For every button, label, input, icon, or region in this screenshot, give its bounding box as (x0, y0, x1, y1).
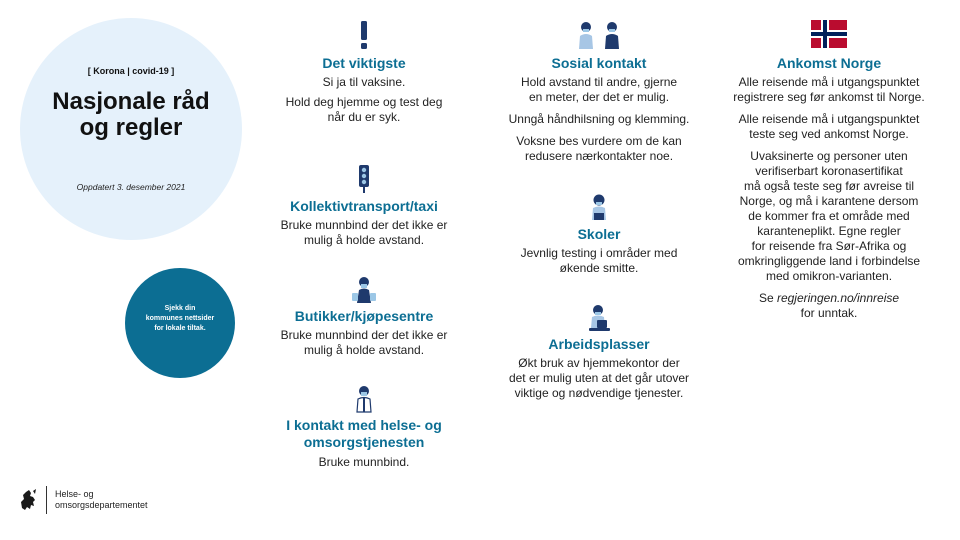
exclamation-icon (359, 20, 369, 50)
text-line: med omikron-varianten. (765, 269, 893, 283)
two-people-icon (574, 20, 624, 50)
section-butikker (262, 276, 466, 358)
footer-divider (46, 486, 47, 514)
section-title: Ankomst Norge (776, 55, 882, 71)
kommune-notice (125, 268, 235, 378)
kommune-line2: kommunes nettsider (145, 315, 215, 322)
text-line: mulig å holde avstand. (303, 343, 425, 357)
text-line: viktige og nødvendige tjenester. (514, 386, 684, 400)
text-line: redusere nærkontakter noe. (524, 149, 674, 163)
section-title: Butikker/kjøpesentre (294, 308, 434, 324)
text-line: Voksne bes vurdere om de kan (516, 134, 682, 148)
text-line: må også teste seg før avreise til (743, 179, 915, 193)
hero-circle (20, 18, 242, 240)
regjeringen-link-text: regjeringen.no/innreise (776, 291, 900, 305)
text-line: Si ja til vaksine. (322, 75, 406, 89)
text-line: mulig å holde avstand. (303, 233, 425, 247)
text-line: Alle reisende må i utgangspunktet (738, 75, 920, 89)
section-title: Kollektivtransport/taxi (290, 198, 438, 214)
text-line: Unngå håndhilsning og klemming. (508, 112, 690, 126)
text-line: Jevnlig testing i områder med (520, 246, 678, 260)
text-line: Norge, og må i karantene dersom (739, 194, 919, 208)
kommune-line3: for lokale tiltak. (154, 325, 206, 332)
text-line: Uvaksinerte og personer uten (750, 149, 908, 163)
kommune-line1: Sjekk din (164, 305, 196, 312)
text-line: en meter, der det er mulig. (528, 90, 670, 104)
text-line: de kommer fra et område med (748, 209, 910, 223)
section-text (716, 291, 942, 321)
text-line: verifiserbart koronasertifikat (755, 164, 903, 178)
section-text (268, 95, 460, 125)
text-line: Alle reisende må i utgangspunktet (738, 112, 920, 126)
norway-lion-emblem-icon (18, 488, 38, 512)
ministry-name-line2: omsorgsdepartementet (55, 500, 148, 510)
section-text (488, 134, 710, 164)
page-title (20, 89, 242, 141)
text-line: det er mulig uten at det går utover (508, 371, 690, 385)
section-text (488, 246, 710, 276)
section-sosial-kontakt (488, 20, 710, 164)
laptop-worker-icon (587, 304, 611, 332)
text-line: for reisende fra Sør-Afrika og (751, 239, 907, 253)
text-line: for unntak. (800, 306, 858, 320)
topic-tag: [ Korona | covid-19 ] (87, 66, 175, 76)
text-line: Bruke munnbind der det ikke er (280, 328, 448, 342)
text-line: Hold avstand til andre, gjerne (520, 75, 678, 89)
student-icon (589, 193, 609, 221)
section-text (268, 75, 460, 90)
section-text (488, 75, 710, 105)
section-title-line1: I kontakt med helse- og (286, 417, 442, 433)
doctor-icon (354, 385, 374, 413)
section-text (262, 455, 466, 470)
text-line: karanteneplikt. Egne regler (757, 224, 901, 238)
footer (18, 485, 148, 515)
section-text (482, 356, 716, 401)
text-line: Se (758, 291, 777, 305)
section-text (716, 75, 942, 105)
text-line: økende smitte. (559, 261, 639, 275)
section-text (716, 112, 942, 142)
text-line: omkringliggende land i forbindelse (737, 254, 921, 268)
traffic-light-icon (358, 165, 370, 193)
page-title-line1: Nasjonale råd (52, 88, 210, 115)
text-line: registrere seg før ankomst til Norge. (733, 90, 925, 104)
section-title: Skoler (577, 226, 621, 242)
section-text (262, 328, 466, 358)
text-line: Bruke munnbind der det ikke er (280, 218, 448, 232)
page-title-line2: og regler (79, 114, 183, 141)
section-title (262, 417, 466, 451)
text-line: Hold deg hjemme og test deg (285, 95, 443, 109)
text-line: Økt bruk av hjemmekontor der (518, 356, 680, 370)
section-title-line2: omsorgstjenesten (303, 434, 425, 450)
section-skoler (488, 193, 710, 276)
text-line: Bruke munnbind. (318, 455, 410, 469)
section-title: Det viktigste (322, 55, 406, 71)
section-ankomst-norge (716, 20, 942, 321)
text-line: teste seg ved ankomst Norge. (749, 127, 909, 141)
section-det-viktigste (268, 20, 460, 125)
shopper-icon (351, 276, 377, 304)
section-title: Arbeidsplasser (548, 336, 650, 352)
section-text (716, 149, 942, 284)
updated-date: Oppdatert 3. desember 2021 (76, 182, 186, 192)
ministry-name-line1: Helse- og (55, 489, 94, 499)
section-kollektivtransport (262, 165, 466, 248)
norway-flag-icon (811, 20, 847, 48)
section-arbeidsplasser (482, 304, 716, 401)
section-text (262, 218, 466, 248)
text-line: når du er syk. (327, 110, 401, 124)
section-helse (262, 385, 466, 470)
section-text (488, 112, 710, 127)
section-title: Sosial kontakt (551, 55, 647, 71)
ministry-name (55, 489, 148, 511)
